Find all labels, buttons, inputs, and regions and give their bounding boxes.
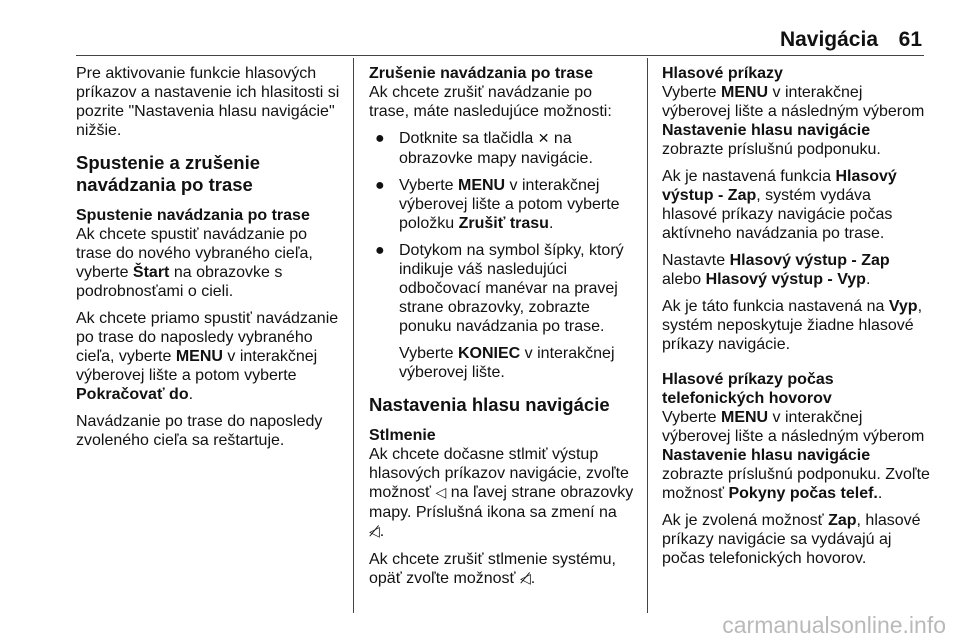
list-item: ● Dotykom na symbol šípky, ktorý indikuje váš nasledujúci odbočovací manévar na pravej strane obrazovky, zobrazte ponuku navádzania po trase. Vyberte KONIEC v interakčnej výberovej lište. xyxy=(375,242,624,381)
column-middle xyxy=(369,64,635,597)
list-item: ● Dotknite sa tlačidla ✕ na obrazovke mapy navigácie. xyxy=(375,130,593,167)
paragraph-voice-menu: Vyberte MENU v interakčnej výberovej lište a následným výberom Nastavenie hlasu navigácie zobrazte príslušnú podponuku. xyxy=(662,84,925,158)
paragraph-voice-off: Ak je táto funkcia nastavená na Vyp, systém neposkytuje žiadne hlasové príkazy navigácie. xyxy=(662,298,923,353)
paragraph-start-new: Ak chcete spustiť navádzanie po trase do nového vybraného cieľa, vyberte Štart na obrazovke s podrobnosťami o cieli. xyxy=(76,226,313,300)
subheading-mute: Stlmenie xyxy=(369,427,436,444)
column-left xyxy=(76,64,342,458)
subheading-voice-prompts: Hlasové príkazy xyxy=(662,65,783,82)
paragraph-calls-on: Ak je zvolená možnosť Zap, hlasové príkazy navigácie sa vydávajú aj počas telefonických hovorov. xyxy=(662,512,921,567)
page-header xyxy=(0,0,960,56)
subheading-voice-during-calls: Hlasové príkazy počas telefonických hovorov xyxy=(662,371,834,407)
section-heading-start-cancel: Spustenie a zrušenie navádzania po trase xyxy=(76,152,261,195)
paragraph-voice-on: Ak je nastavená funkcia Hlasový výstup - Zap, systém vydáva hlasové príkazy navigácie počas aktívneho navádzania po trase. xyxy=(662,168,897,242)
intro-paragraph: Pre aktivovanie funkcie hlasových príkazov a nastavenie ich hlasitosti si pozrite "Nastavenia hlasu navigácie" nižšie. xyxy=(76,65,340,139)
paragraph-restart: Navádzanie po trase do naposledy zvoleného cieľa sa reštartuje. xyxy=(76,413,323,449)
subheading-start-guidance: Spustenie navádzania po trase xyxy=(76,207,310,224)
paragraph-start-last: Ak chcete priamo spustiť navádzanie po trase do naposledy vybraného cieľa, vyberte MENU v interakčnej výberovej lište a potom vyberte Pokračovať do. xyxy=(76,310,339,403)
speaker-muted-icon: ◁̸ xyxy=(369,524,380,540)
watermark: carmanualsonline.info xyxy=(722,612,946,638)
paragraph-calls-menu: Vyberte MENU v interakčnej výberovej lište a následným výberom Nastavenie hlasu navigácie zobrazte príslušnú podponuku. Zvoľte možnosť Pokyny počas telef.. xyxy=(662,409,930,502)
page-title: Navigácia xyxy=(779,28,878,51)
list-item: ● Vyberte MENU v interakčnej výberovej lište a potom vyberte položku Zrušiť trasu. xyxy=(375,177,620,232)
section-heading-voice-settings: Nastavenia hlasu navigácie xyxy=(369,394,610,415)
cancel-options-list xyxy=(369,129,635,382)
paragraph-voice-set: Nastavte Hlasový výstup - Zap alebo Hlasový výstup - Vyp. xyxy=(662,252,890,288)
column-divider-1 xyxy=(353,58,354,613)
paragraph-mute: Ak chcete dočasne stlmiť výstup hlasových príkazov navigácie, zvoľte možnosť ◁ na ľavej strane obrazovky mapy. Príslušná ikona sa zmení na ◁̸. xyxy=(369,446,634,540)
close-icon: ✕ xyxy=(537,131,550,147)
header-divider xyxy=(76,55,924,56)
page-number: 61 xyxy=(898,28,922,51)
subheading-cancel-guidance: Zrušenie navádzania po trase xyxy=(369,65,594,82)
column-right xyxy=(662,64,930,576)
speaker-muted-icon: ◁̸ xyxy=(519,571,531,587)
speaker-icon: ◁ xyxy=(435,485,447,501)
column-divider-2 xyxy=(647,58,648,613)
paragraph-cancel-options: Ak chcete zrušiť navádzanie po trase, máte nasledujúce možnosti: xyxy=(369,84,612,120)
paragraph-unmute: Ak chcete zrušiť stlmenie systému, opäť zvoľte možnosť ◁̸. xyxy=(369,551,616,587)
